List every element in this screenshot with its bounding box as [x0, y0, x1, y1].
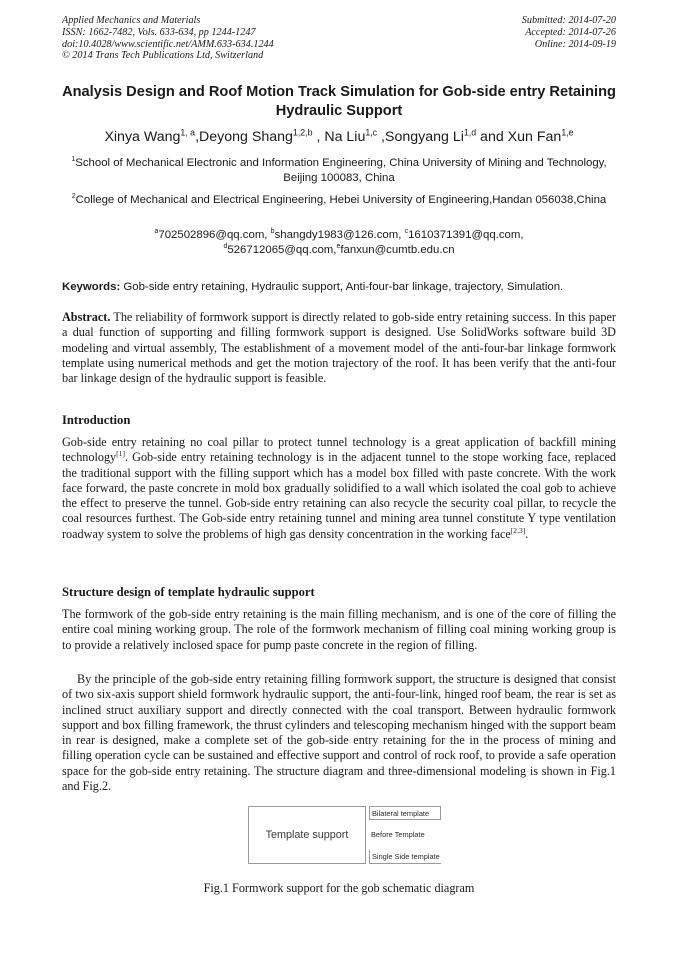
figure-1-diagram	[248, 803, 443, 865]
author-name: Na Liu	[324, 129, 366, 145]
abstract-text: The reliability of formwork support is directly related to gob-side entry retaining success. In this paper a dual function of supporting and filling formwork support is designed. Use SolidWorks software build 3D modeling and virtual assembly, The establishment of a movement model of the anti-four-bar linkage formwork template using numerical methods and get the motion trajectory of the roof. It has been verify that the anti-four bar linkage design of the hydraulic support is feasible.	[62, 310, 616, 386]
structure-paragraph-1: The formwork of the gob-side entry retaining is the main filling mechanism, and is one of the core of filling the entire coal mining working group. The role of the formwork mechanism of filling coal mining working group is to provide a relatively inclosed space for pump paste concrete in the region of filling.	[62, 607, 616, 652]
intro-text-3: .	[525, 526, 529, 541]
author-separator: ,	[195, 129, 200, 145]
online-date: Online: 2014-09-19	[534, 38, 616, 50]
introduction-paragraph	[62, 435, 616, 542]
author-separator: and	[476, 129, 508, 145]
affiliation-marker: 1	[71, 156, 76, 164]
citation-ref: [1]	[116, 449, 125, 459]
author-superscript: 1,2,b	[292, 127, 313, 138]
author-separator: ,	[312, 129, 325, 145]
email-b: shangdy1983@126.com,	[274, 229, 405, 241]
author-superscript: 1,e	[561, 127, 574, 138]
submitted-date: Submitted: 2014-07-20	[521, 15, 616, 26]
affiliation-marker: 2	[71, 193, 76, 201]
email-marker: c	[404, 228, 409, 236]
email-marker: a	[154, 228, 159, 236]
figure-1-caption: Fig.1 Formwork support for the gob schematic diagram	[203, 881, 475, 895]
keywords-label: Keywords:	[62, 281, 121, 293]
journal-header-left	[62, 15, 274, 62]
paper-title: Analysis Design and Roof Motion Track Simulation for Gob-side entry Retaining Hydraulic Support	[62, 84, 616, 119]
copyright-line: © 2014 Trans Tech Publications Ltd, Switzerland	[62, 50, 264, 62]
author-separator: ,	[377, 129, 385, 145]
affiliation-2	[70, 193, 608, 208]
abstract	[62, 310, 616, 386]
author-superscript: 1, a	[180, 127, 196, 138]
single-side-template-box: Single Side template	[369, 850, 441, 864]
affiliation-text: College of Mechanical and Electrical Engineering, Hebei University of Engineering,Handan 056038,China	[75, 194, 607, 206]
citation-ref: [2,3]	[510, 525, 526, 535]
introduction-heading: Introduction	[62, 413, 131, 427]
structure-heading: Structure design of template hydraulic support	[62, 585, 315, 599]
issn-line: ISSN: 1662-7482, Vols. 633-634, pp 1244-1247	[62, 26, 256, 38]
author-emails	[70, 228, 608, 258]
structure-paragraph-2: By the principle of the gob-side entry retaining filling formwork support, the structure is designed that consist of two six-axis support shield formwork hydraulic support, the anti-four-link, hinged roof beam, the rear is set as inclined struct auxiliary support and directly connected with the coal transport. Between hydraulic formwork support and box filling framework, the thrust cylinders and telescoping mechanism hinged with the support beam in rear is designed, make a complete set of the gob-side entry retaining for the in the process of mining and filling operation cycle can be sustained and effective support and control of rock roof, to provide a safe operation space for the gob-side entry retaining. The structure diagram and three-dimensional modeling is shown in Fig.1 and Fig.2.	[62, 672, 616, 794]
journal-header-right	[522, 15, 616, 50]
journal-name: Applied Mechanics and Materials	[62, 15, 201, 26]
author-name: Xun Fan	[507, 129, 562, 145]
email-d: 526712065@qq.com,	[227, 244, 337, 256]
email-marker: b	[270, 228, 275, 236]
keywords	[62, 280, 616, 295]
accepted-date: Accepted: 2014-07-26	[525, 26, 616, 38]
author-superscript: 1,c	[365, 127, 378, 138]
email-c: 1610371391@qq.com,	[408, 229, 524, 241]
email-e: fanxun@cumtb.edu.cn	[340, 244, 455, 256]
doi-line: doi:10.4028/www.scientific.net/AMM.633-634.1244	[62, 38, 274, 50]
email-a: 702502896@qq.com,	[158, 229, 271, 241]
author-list	[40, 128, 638, 146]
author-name: Deyong Shang	[199, 129, 293, 145]
intro-text-2: . Gob-side entry retaining technology is in the adjacent tunnel to the stope working face, replaced the traditional support with the filling support which has a model box filled with paste concrete. With the work face forward, the paste concrete in mold box gradually solidified to a wall which isolated the coal gob to achieve the effect to preserve the tunnel. Gob-side entry retaining can also recycle the security coal pillar, to recycle the coal resources furthest. The Gob-side entry retaining tunnel and mining area tunnel constitute Y type ventilation roadway system to solve the problems of high gas density concentration in the working face	[62, 450, 616, 541]
email-marker: e	[336, 243, 341, 251]
author-name: Xinya Wang	[104, 129, 181, 145]
author-superscript: 1,d	[463, 127, 477, 138]
email-marker: d	[223, 243, 228, 251]
author-name: Songyang Li	[384, 129, 464, 145]
affiliation-1	[70, 156, 608, 186]
template-support-box: Template support	[248, 806, 366, 864]
keywords-text: Gob-side entry retaining, Hydraulic support, Anti-four-bar linkage, trajectory, Simulation.	[120, 281, 564, 293]
bilateral-template-box: Bilateral template	[369, 806, 441, 820]
before-template-box: Before Template	[371, 830, 425, 839]
abstract-label: Abstract.	[62, 310, 111, 324]
affiliation-text: School of Mechanical Electronic and Information Engineering, China University of Mining and Technology, Beijing 100083, China	[75, 157, 607, 184]
intro-text-1: Gob-side entry retaining no coal pillar to protect tunnel technology is a great application of backfill mining technology	[62, 435, 616, 465]
